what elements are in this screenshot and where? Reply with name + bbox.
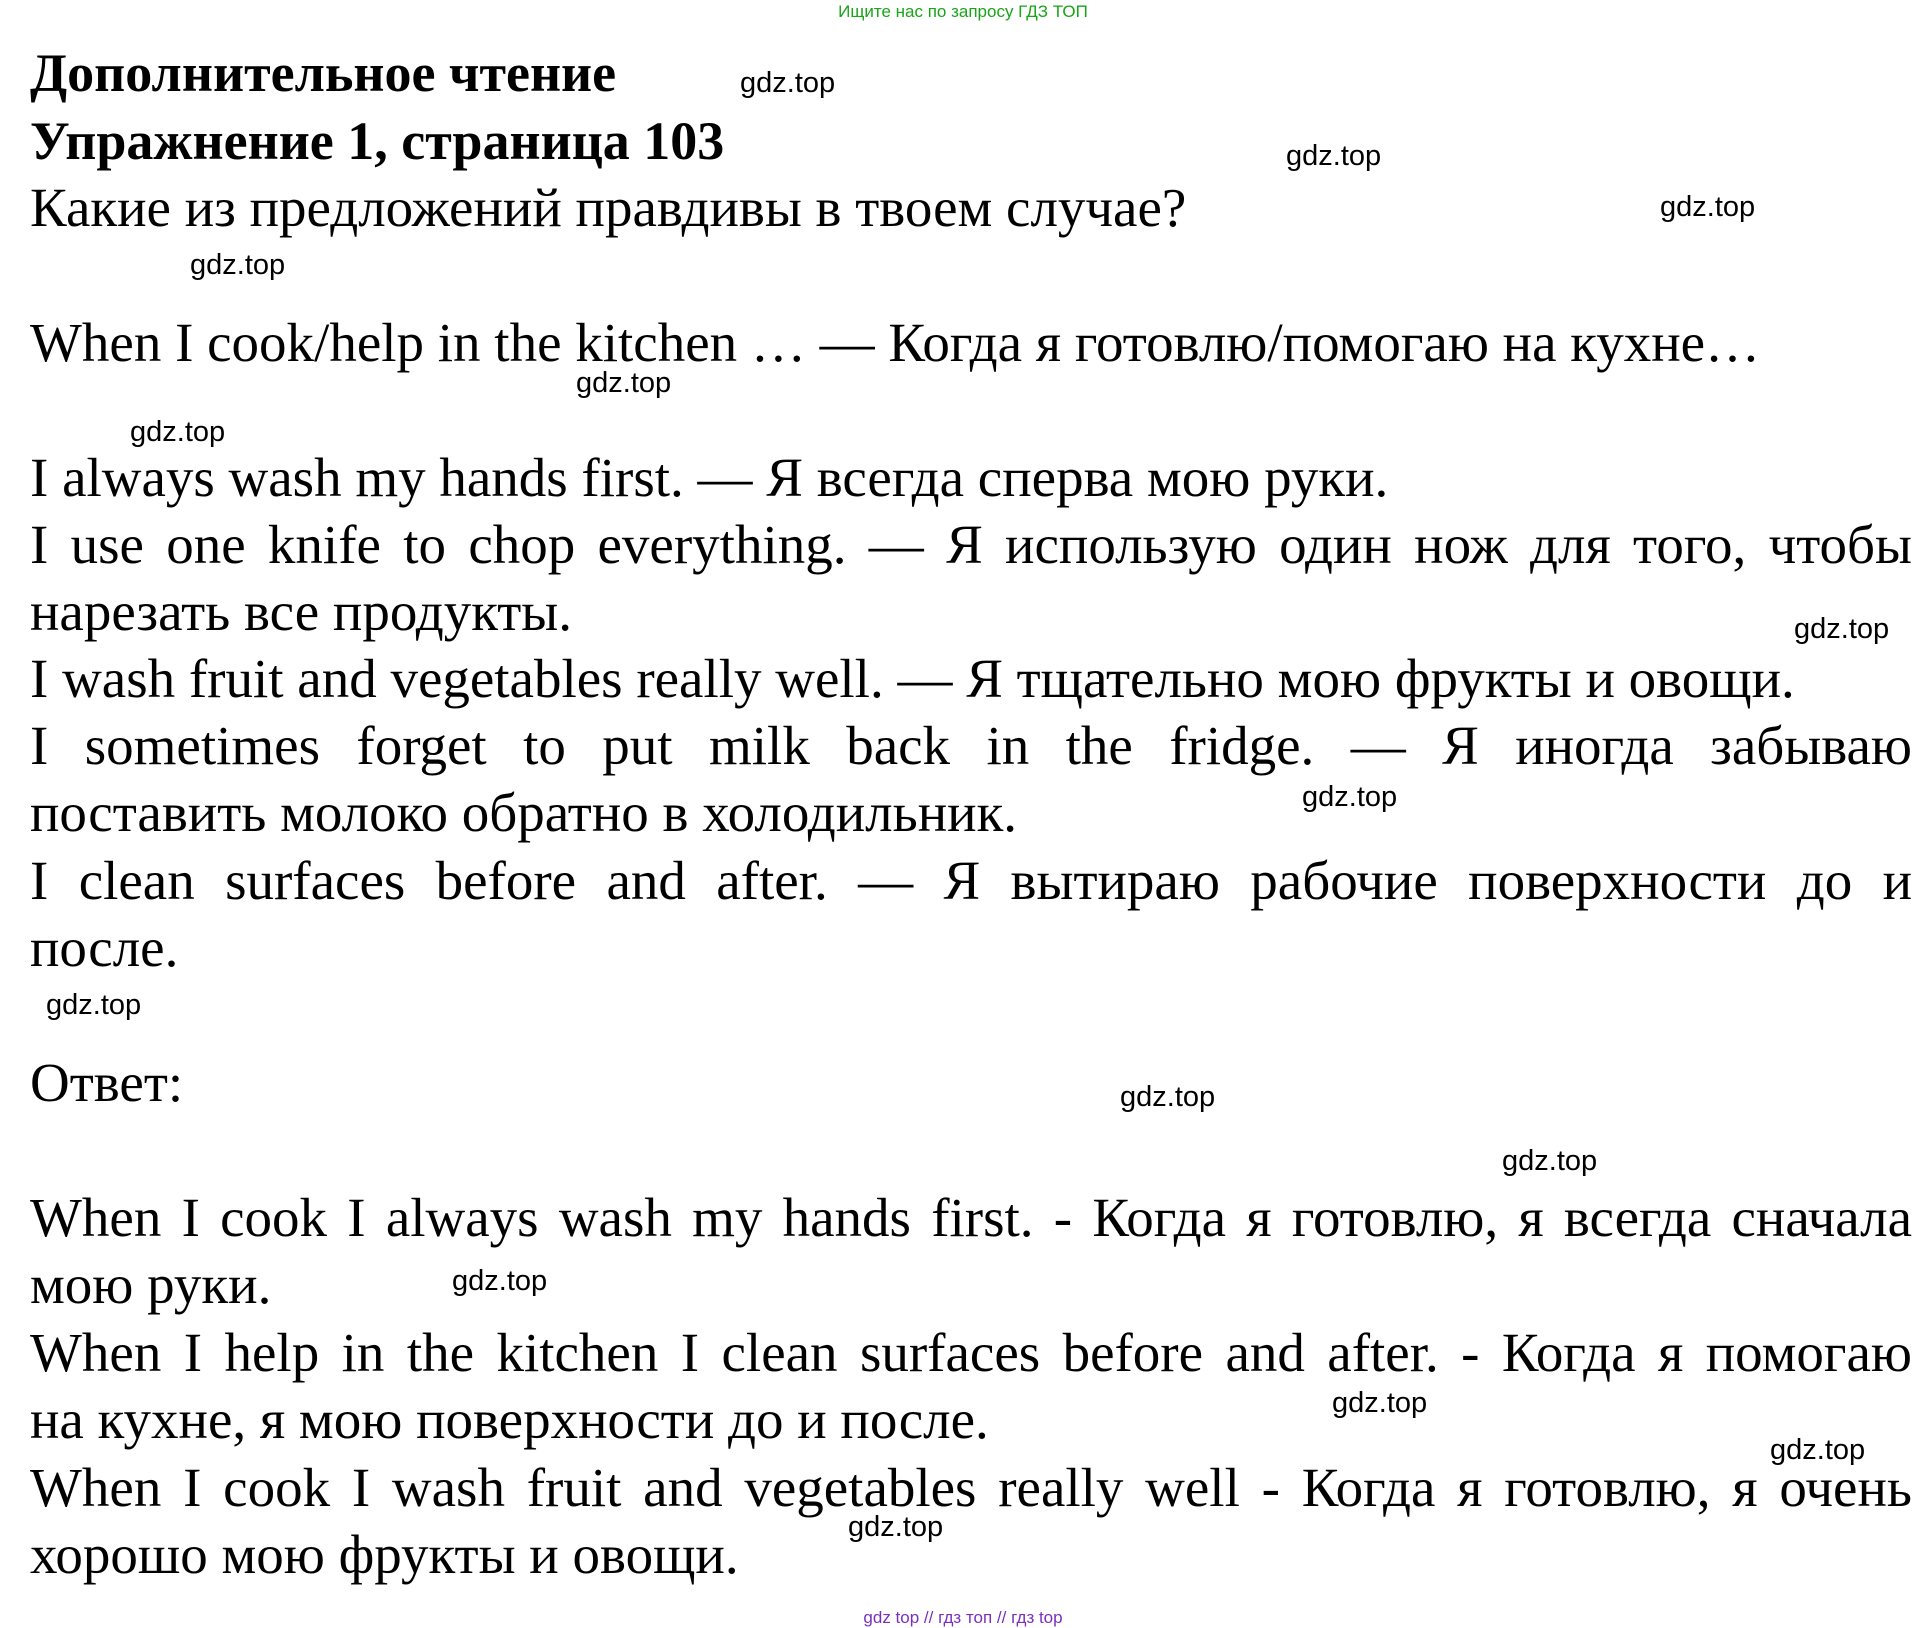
- watermark: gdz.top: [576, 367, 672, 399]
- watermark: gdz.top: [452, 1265, 548, 1297]
- answer-2-line-2: на кухне, я мою поверхности до и после.: [30, 1389, 989, 1450]
- answer-1-line-1: When I cook I always wash my hands first. - Когда я готовлю, я всегда сначала: [30, 1187, 1912, 1248]
- watermark: gdz.top: [1120, 1081, 1216, 1113]
- answer-3-line-2: хорошо мою фрукты и овощи.: [30, 1524, 739, 1585]
- answer-3-line-1: When I cook I wash fruit and vegetables really well - Когда я готовлю, я очень: [30, 1457, 1912, 1518]
- watermark: gdz.top: [1794, 613, 1890, 645]
- statement-2-line-1: I use one knife to chop everything. — Я использую один нож для того, чтобы: [30, 514, 1912, 575]
- task-question: Какие из предложений правдивы в твоем случае?: [30, 177, 1187, 238]
- watermark: gdz.top: [1660, 191, 1756, 223]
- section-title: Дополнительное чтение: [30, 43, 617, 103]
- watermark: gdz.top: [46, 989, 142, 1021]
- watermark: gdz.top: [1502, 1145, 1598, 1177]
- watermark: gdz.top: [848, 1511, 944, 1543]
- watermark: gdz.top: [1770, 1434, 1866, 1466]
- watermark: gdz.top: [1286, 140, 1382, 172]
- statement-4-line-1: I sometimes forget to put milk back in the fridge. — Я иногда забываю: [30, 715, 1912, 776]
- statement-5-line-1: I clean surfaces before and after. — Я вытираю рабочие поверхности до и: [30, 850, 1912, 911]
- exercise-heading: Упражнение 1, страница 103: [30, 111, 725, 171]
- answer-label: Ответ:: [30, 1052, 184, 1113]
- watermark: gdz.top: [130, 416, 226, 448]
- statement-2-line-2: нарезать все продукты.: [30, 581, 572, 642]
- watermark: gdz.top: [740, 67, 836, 99]
- task-intro: When I cook/help in the kitchen … — Когда я готовлю/помогаю на кухне…: [30, 312, 1761, 373]
- watermark: gdz.top: [1332, 1387, 1428, 1419]
- statement-4-line-2: поставить молоко обратно в холодильник.: [30, 782, 1018, 843]
- statement-5-line-2: после.: [30, 917, 179, 978]
- watermark: gdz.top: [190, 249, 286, 281]
- answer-2-line-1: When I help in the kitchen I clean surfaces before and after. - Когда я помогаю: [30, 1322, 1912, 1383]
- statement-3: I wash fruit and vegetables really well. — Я тщательно мою фрукты и овощи.: [30, 648, 1795, 709]
- bottom-banner: gdz top // гдз топ // гдз top: [863, 1608, 1063, 1627]
- top-banner: Ищите нас по запросу ГДЗ ТОП: [838, 2, 1088, 21]
- answer-1-line-2: мою руки.: [30, 1254, 272, 1315]
- watermark: gdz.top: [1302, 781, 1398, 813]
- statement-1: I always wash my hands first. — Я всегда сперва мою руки.: [30, 447, 1389, 508]
